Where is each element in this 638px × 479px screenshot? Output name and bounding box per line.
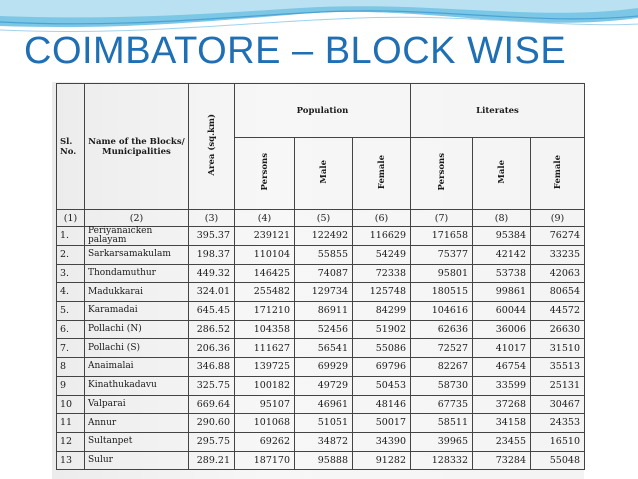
cell-block-name: Pollachi (N): [85, 320, 189, 339]
cell-value: 395.37: [189, 227, 235, 246]
cell-value: 39965: [411, 432, 473, 451]
cell-value: 72527: [411, 339, 473, 358]
cell-value: 289.21: [189, 451, 235, 470]
cell-value: 55086: [353, 339, 411, 358]
cell-value: 239121: [235, 227, 295, 246]
cell-sl-no: 13: [57, 451, 85, 470]
cell-block-name: Periyanaicken palayam: [85, 227, 189, 246]
cell-value: 116629: [353, 227, 411, 246]
header-pop-female-label: Female: [376, 154, 387, 190]
cell-value: 55855: [295, 246, 353, 265]
cell-value: 54249: [353, 246, 411, 265]
cell-sl-no: 1.: [57, 227, 85, 246]
header-area-label: Area (sq.km): [206, 114, 217, 176]
table-row: [57, 451, 585, 470]
index-cell: (4): [235, 210, 295, 227]
cell-value: 41017: [473, 339, 531, 358]
cell-value: 80654: [531, 283, 585, 302]
cell-value: 325.75: [189, 376, 235, 395]
cell-value: 46961: [295, 395, 353, 414]
cell-value: 50017: [353, 414, 411, 433]
cell-value: 76274: [531, 227, 585, 246]
cell-value: 55048: [531, 451, 585, 470]
cell-value: 46754: [473, 358, 531, 377]
cell-block-name: Madukkarai: [85, 283, 189, 302]
header-lit-persons: [411, 138, 473, 210]
cell-value: 290.60: [189, 414, 235, 433]
header-area: [189, 84, 235, 210]
table-row: [57, 358, 585, 377]
cell-block-name: Sulur: [85, 451, 189, 470]
cell-value: 324.01: [189, 283, 235, 302]
header-lit-female: [531, 138, 585, 210]
cell-value: 101068: [235, 414, 295, 433]
header-lit-female-label: Female: [552, 154, 563, 190]
cell-value: 69796: [353, 358, 411, 377]
cell-value: 198.37: [189, 246, 235, 265]
table-row: [57, 376, 585, 395]
cell-block-name: Pollachi (S): [85, 339, 189, 358]
cell-block-name: Thondamuthur: [85, 264, 189, 283]
cell-value: 58730: [411, 376, 473, 395]
table-row: [57, 283, 585, 302]
cell-value: 187170: [235, 451, 295, 470]
header-pop-male: [295, 138, 353, 210]
table-body: [57, 210, 585, 470]
cell-block-name: Sarkarsamakulam: [85, 246, 189, 265]
cell-value: 48146: [353, 395, 411, 414]
cell-value: 74087: [295, 264, 353, 283]
cell-value: 95888: [295, 451, 353, 470]
cell-value: 50453: [353, 376, 411, 395]
index-cell: (5): [295, 210, 353, 227]
index-cell: (8): [473, 210, 531, 227]
cell-value: 100182: [235, 376, 295, 395]
cell-sl-no: 7.: [57, 339, 85, 358]
cell-value: 73284: [473, 451, 531, 470]
cell-block-name: Valparai: [85, 395, 189, 414]
cell-value: 16510: [531, 432, 585, 451]
cell-block-name: Anaimalai: [85, 358, 189, 377]
cell-value: 24353: [531, 414, 585, 433]
cell-value: 295.75: [189, 432, 235, 451]
cell-value: 42063: [531, 264, 585, 283]
cell-value: 69262: [235, 432, 295, 451]
slide-title: COIMBATORE – BLOCK WISE: [24, 30, 567, 72]
cell-value: 84299: [353, 302, 411, 321]
table-row: [57, 414, 585, 433]
header-literates: Literates: [411, 84, 585, 138]
cell-value: 669.64: [189, 395, 235, 414]
table-row: [57, 264, 585, 283]
cell-value: 26630: [531, 320, 585, 339]
header-name: Name of the Blocks/ Municipalities: [85, 84, 189, 210]
cell-value: 53738: [473, 264, 531, 283]
cell-value: 42142: [473, 246, 531, 265]
cell-value: 35513: [531, 358, 585, 377]
cell-value: 104616: [411, 302, 473, 321]
cell-value: 111627: [235, 339, 295, 358]
cell-value: 75377: [411, 246, 473, 265]
cell-value: 23455: [473, 432, 531, 451]
cell-value: 449.32: [189, 264, 235, 283]
cell-value: 51051: [295, 414, 353, 433]
cell-value: 171658: [411, 227, 473, 246]
index-cell: (7): [411, 210, 473, 227]
cell-value: 286.52: [189, 320, 235, 339]
cell-value: 95384: [473, 227, 531, 246]
cell-value: 146425: [235, 264, 295, 283]
cell-value: 62636: [411, 320, 473, 339]
cell-value: 645.45: [189, 302, 235, 321]
cell-value: 125748: [353, 283, 411, 302]
cell-block-name: Karamadai: [85, 302, 189, 321]
index-cell: (1): [57, 210, 85, 227]
cell-value: 86911: [295, 302, 353, 321]
table-row: [57, 432, 585, 451]
index-cell: (3): [189, 210, 235, 227]
cell-value: 95107: [235, 395, 295, 414]
cell-value: 69929: [295, 358, 353, 377]
header-lit-male: [473, 138, 531, 210]
cell-block-name: Annur: [85, 414, 189, 433]
cell-value: 58511: [411, 414, 473, 433]
cell-sl-no: 12: [57, 432, 85, 451]
index-cell: (2): [85, 210, 189, 227]
header-sl-no: Sl. No.: [57, 84, 85, 210]
header-pop-persons-label: Persons: [259, 153, 270, 191]
cell-value: 25131: [531, 376, 585, 395]
cell-sl-no: 4.: [57, 283, 85, 302]
cell-value: 33599: [473, 376, 531, 395]
cell-value: 34872: [295, 432, 353, 451]
cell-sl-no: 2.: [57, 246, 85, 265]
cell-value: 99861: [473, 283, 531, 302]
cell-value: 44572: [531, 302, 585, 321]
table-row: [57, 227, 585, 246]
cell-value: 122492: [295, 227, 353, 246]
cell-sl-no: 6.: [57, 320, 85, 339]
cell-value: 49729: [295, 376, 353, 395]
table-row: [57, 339, 585, 358]
cell-value: 67735: [411, 395, 473, 414]
cell-block-name: Sultanpet: [85, 432, 189, 451]
header-lit-persons-label: Persons: [436, 153, 447, 191]
cell-value: 51902: [353, 320, 411, 339]
cell-value: 33235: [531, 246, 585, 265]
cell-value: 37268: [473, 395, 531, 414]
cell-value: 346.88: [189, 358, 235, 377]
cell-value: 180515: [411, 283, 473, 302]
cell-value: 30467: [531, 395, 585, 414]
cell-value: 82267: [411, 358, 473, 377]
cell-value: 110104: [235, 246, 295, 265]
header-pop-persons: [235, 138, 295, 210]
cell-block-name: Kinathukadavu: [85, 376, 189, 395]
table-row: [57, 395, 585, 414]
header-pop-male-label: Male: [318, 160, 329, 184]
cell-value: 34158: [473, 414, 531, 433]
cell-sl-no: 9: [57, 376, 85, 395]
cell-value: 95801: [411, 264, 473, 283]
cell-sl-no: 11: [57, 414, 85, 433]
cell-value: 72338: [353, 264, 411, 283]
cell-value: 139725: [235, 358, 295, 377]
table-row: [57, 302, 585, 321]
header-pop-female: [353, 138, 411, 210]
header-row-groups: [57, 84, 585, 138]
cell-sl-no: 8: [57, 358, 85, 377]
index-cell: (6): [353, 210, 411, 227]
cell-value: 128332: [411, 451, 473, 470]
table-row: [57, 320, 585, 339]
table-row: [57, 246, 585, 265]
cell-value: 104358: [235, 320, 295, 339]
index-row: [57, 210, 585, 227]
header-population: Population: [235, 84, 411, 138]
cell-value: 60044: [473, 302, 531, 321]
cell-value: 52456: [295, 320, 353, 339]
cell-value: 91282: [353, 451, 411, 470]
cell-value: 255482: [235, 283, 295, 302]
cell-value: 34390: [353, 432, 411, 451]
cell-value: 36006: [473, 320, 531, 339]
cell-value: 171210: [235, 302, 295, 321]
cell-value: 31510: [531, 339, 585, 358]
cell-sl-no: 3.: [57, 264, 85, 283]
block-wise-table: [56, 83, 585, 470]
index-cell: (9): [531, 210, 585, 227]
cell-sl-no: 10: [57, 395, 85, 414]
cell-value: 56541: [295, 339, 353, 358]
cell-value: 129734: [295, 283, 353, 302]
header-lit-male-label: Male: [496, 160, 507, 184]
cell-sl-no: 5.: [57, 302, 85, 321]
cell-value: 206.36: [189, 339, 235, 358]
